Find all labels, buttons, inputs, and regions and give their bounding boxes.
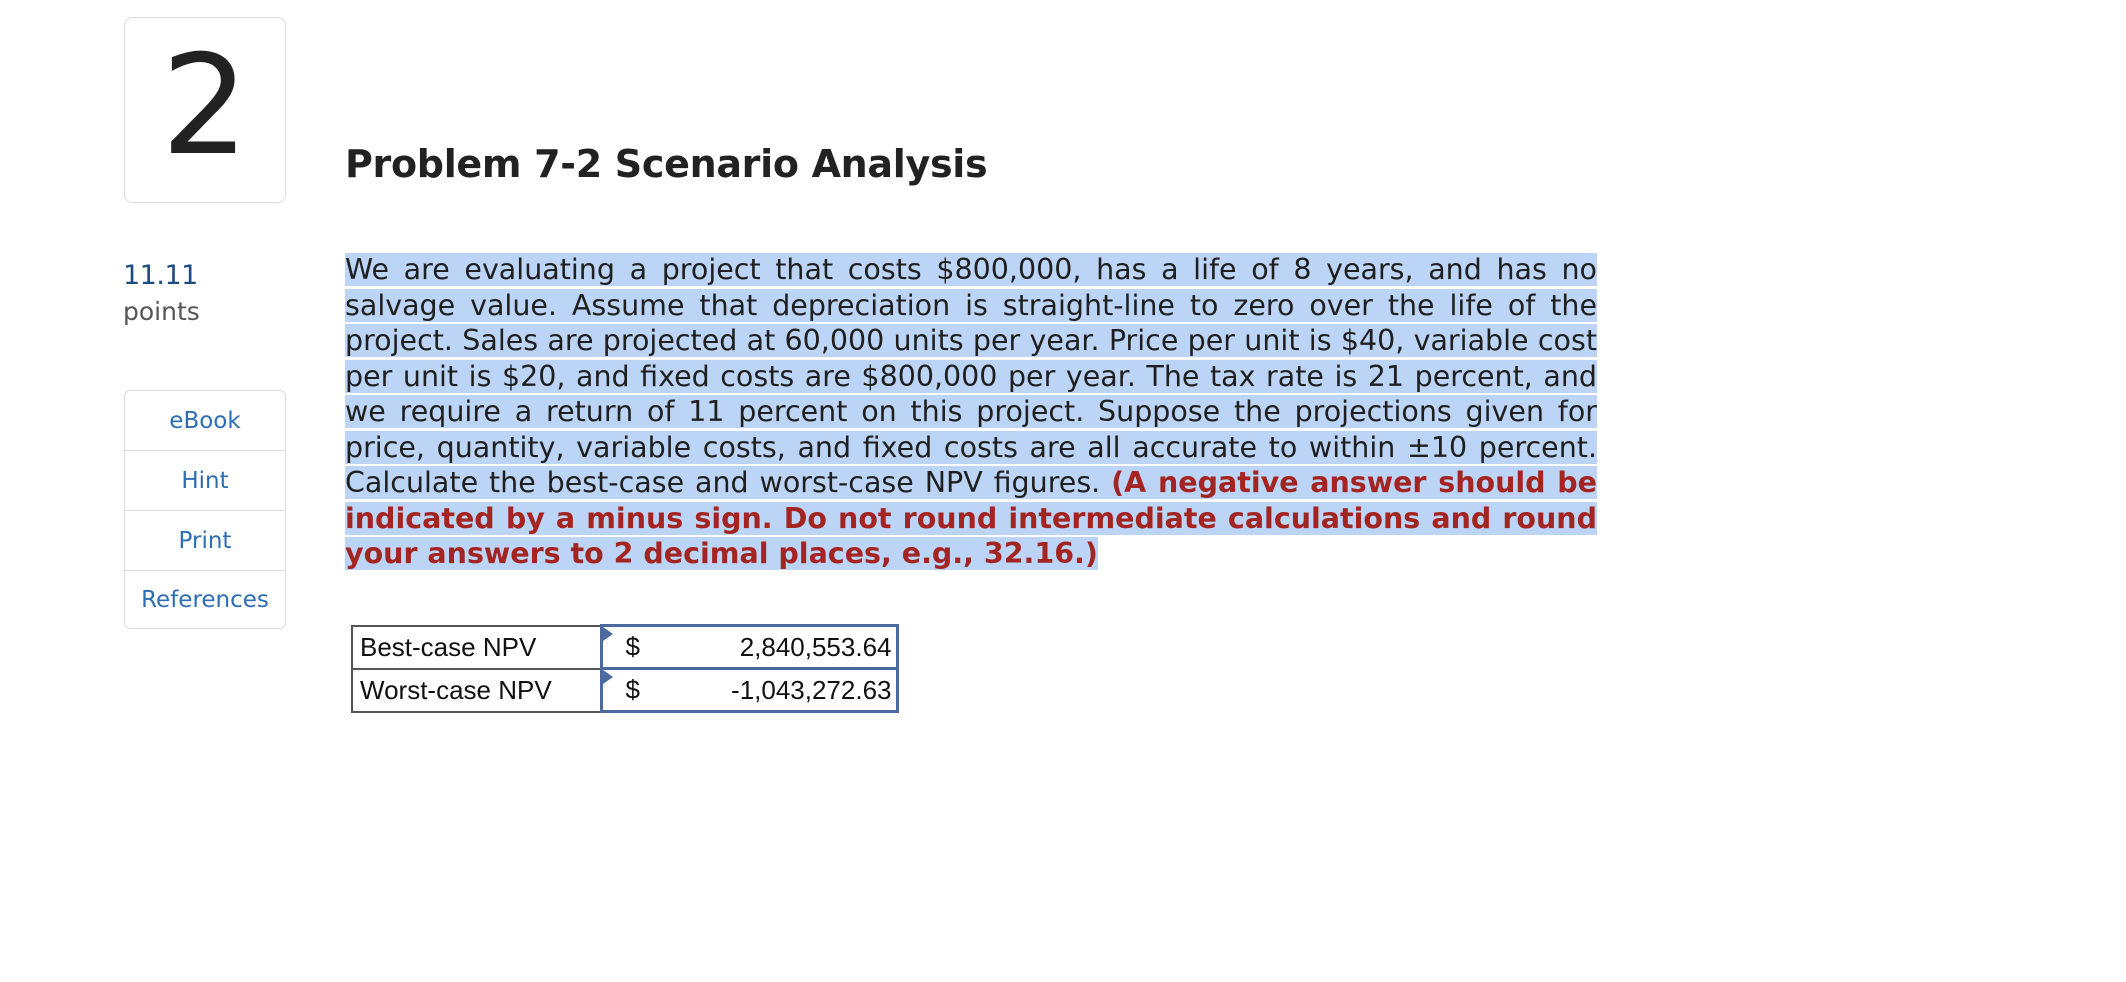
question-number: 2 — [161, 25, 249, 186]
problem-instruction: (A negative answer should be indicated by a minus sign. Do not round intermediate calculations and round your answers to 2 decimal places, e.g., 32.16.) — [345, 466, 1598, 570]
problem-text: We are evaluating a project that costs $800,000, has a life of 8 years, and has no salvage value. Assume that depreciation is straight-line to zero over the life of the project. Sales are projected at 60,000 units per year. Price per unit is $40, variable cost per unit is $20, and fixed costs are $800,000 per year. The tax rate is 21 percent, and we require a return of 11 percent on this project. Suppose the projections given for price, quantity, variable costs, and fixed costs are all accurate to within ±10 percent. Calculate the best-case and worst-case NPV figures. — [345, 253, 1597, 499]
best-case-input-cell[interactable] — [601, 626, 897, 669]
print-link[interactable]: Print — [125, 511, 285, 571]
currency-symbol: $ — [625, 631, 640, 662]
ebook-link[interactable]: eBook — [125, 391, 285, 451]
table-row — [352, 626, 897, 669]
resource-links — [124, 390, 286, 629]
answer-flag-icon — [603, 627, 613, 641]
answer-table — [351, 624, 899, 713]
worst-case-npv-input[interactable] — [651, 672, 892, 708]
worst-case-label: Worst-case NPV — [352, 669, 601, 712]
problem-title: Problem 7-2 Scenario Analysis — [345, 142, 988, 186]
best-case-label: Best-case NPV — [352, 626, 601, 669]
currency-symbol: $ — [625, 674, 640, 705]
points-label: points — [123, 297, 200, 326]
problem-statement — [345, 252, 1597, 572]
best-case-npv-input[interactable] — [651, 629, 892, 665]
points-value: 11.11 — [123, 260, 198, 291]
answer-flag-icon — [603, 670, 613, 684]
hint-link[interactable]: Hint — [125, 451, 285, 511]
table-row — [352, 669, 897, 712]
question-number-box — [124, 17, 286, 203]
worst-case-input-cell[interactable] — [601, 669, 897, 712]
references-link[interactable]: References — [141, 586, 269, 613]
